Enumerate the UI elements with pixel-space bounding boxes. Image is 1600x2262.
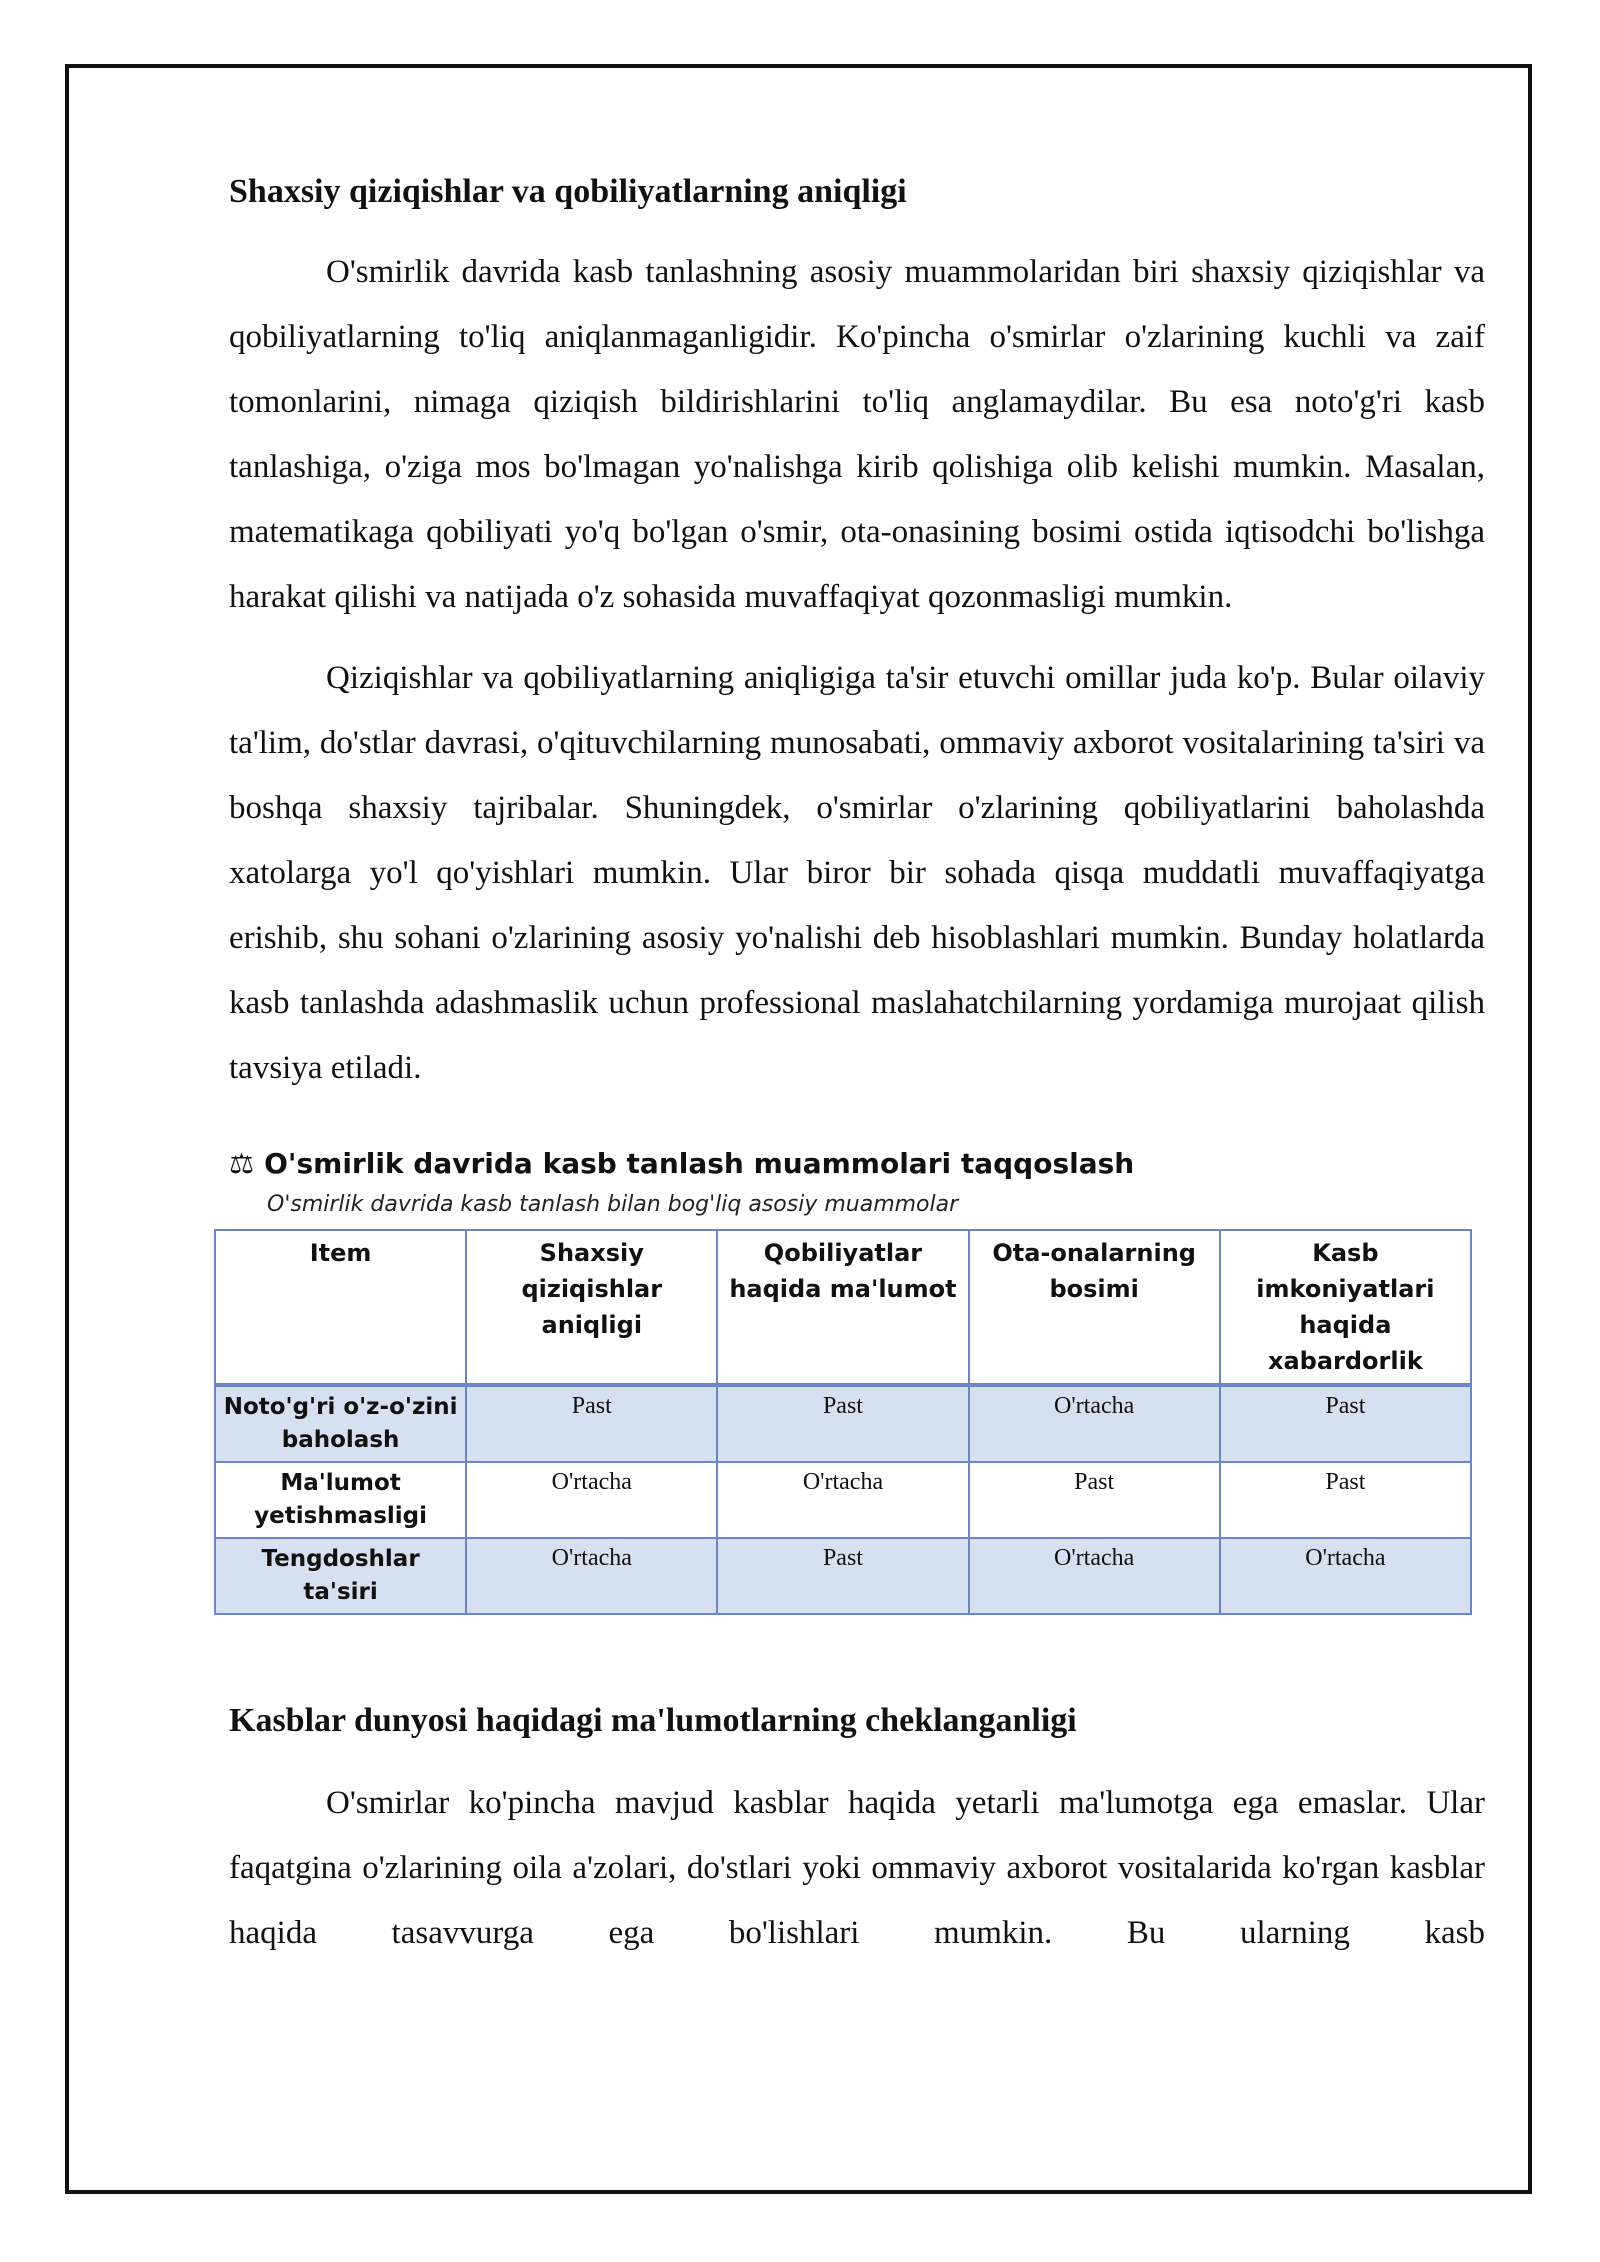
table-cell: Past — [1220, 1462, 1471, 1538]
table-title: O'smirlik davrida kasb tanlash muammolari taqqoslash — [264, 1147, 1135, 1181]
table-caption — [229, 1147, 1485, 1180]
paragraph-career-info-1: O'smirlar ko'pincha mavjud kasblar haqida yetarli ma'lumotga ega emaslar. Ular faqatgina o'zlarining oila a'zolari, do'stlari yoki ommaviy axborot vositalarida ko'rgan kasblar haqida tasavvurga ega bo'lishlari mumkin. Bu ularning kasb — [229, 1785, 1485, 1952]
header-parent-pressure: Ota-onalarning bosimi — [969, 1230, 1220, 1385]
section-heading-career-info: Kasblar dunyosi haqidagi ma'lumotlarning cheklanganligi — [229, 1702, 1077, 1740]
header-interests: Shaxsiy qiziqishlar aniqligi — [466, 1230, 717, 1385]
comparison-table — [214, 1229, 1472, 1615]
paragraph-interests-1: O'smirlik davrida kasb tanlashning asosiy muammolaridan biri shaxsiy qiziqishlar va qobiliyatlarning to'liq aniqlanmaganligidir. Ko'pincha o'smirlar o'zlarining kuchli va zaif tomonlarini, nimaga qiziqish bildirishlarini to'liq anglamaydilar. Bu esa noto'g'ri kasb tanlashiga, o'ziga mos bo'lmagan yo'nalishga kirib qolishiga olib kelishi mumkin. Masalan, matematikaga qobiliyati yo'q bo'lgan o'smir, ota-onasining bosimi ostida iqtisodchi bo'lishga harakat qilishi va natijada o'z sohasida muvaffaqiyat qozonmasligi mumkin. — [229, 254, 1485, 616]
table-cell: O'rtacha — [969, 1538, 1220, 1614]
paragraph-interests-2: Qiziqishlar va qobiliyatlarning aniqligiga ta'sir etuvchi omillar juda ko'p. Bular oilaviy ta'lim, do'stlar davrasi, o'qituvchilarning munosabati, ommaviy axborot vositalarining ta'siri va boshqa shaxsiy tajribalar. Shuningdek, o'smirlar o'zlarining qobiliyatlarini baholashda xatolarga yo'l qo'yishlari mumkin. Ular biror bir sohada qisqa muddatli muvaffaqiyatga erishib, shu sohani o'zlarining asosiy yo'nalishi deb hisoblashlari mumkin. Bunday holatlarda kasb tanlashda adashmaslik uchun professional maslahatchilarning yordamiga murojaat qilish tavsiya etiladi. — [229, 660, 1485, 1087]
table-cell: O'rtacha — [466, 1462, 717, 1538]
header-item: Item — [215, 1230, 466, 1385]
table-cell: O'rtacha — [717, 1462, 968, 1538]
header-career-awareness: Kasb imkoniyatlari haqida xabardorlik — [1220, 1230, 1471, 1385]
table-cell: O'rtacha — [969, 1385, 1220, 1462]
table-cell: Past — [717, 1538, 968, 1614]
table-cell: O'rtacha — [466, 1538, 717, 1614]
table-subtitle: O'smirlik davrida kasb tanlash bilan bog'liq asosiy muammolar — [267, 1192, 959, 1218]
table-cell: Past — [466, 1385, 717, 1462]
document-content — [223, 170, 1485, 1966]
section-body-interests — [229, 240, 1485, 1101]
scales-icon: ⚖ — [229, 1147, 255, 1181]
comparison-table-block — [223, 1147, 1485, 1615]
section-heading-interests: Shaxsiy qiziqishlar va qobiliyatlarning aniqligi — [229, 173, 907, 210]
table-cell: Past — [969, 1462, 1220, 1538]
table-cell: O'rtacha — [1220, 1538, 1471, 1614]
table-row — [215, 1538, 1471, 1614]
table-header-row — [215, 1230, 1471, 1385]
row-label: Noto'g'ri o'z-o'zini baholash — [215, 1385, 466, 1462]
row-label: Tengdoshlar ta'siri — [215, 1538, 466, 1614]
table-row — [215, 1462, 1471, 1538]
table-row — [215, 1385, 1471, 1462]
row-label: Ma'lumot yetishmasligi — [215, 1462, 466, 1538]
section-body-career-info — [229, 1771, 1485, 1966]
table-cell: Past — [717, 1385, 968, 1462]
table-cell: Past — [1220, 1385, 1471, 1462]
header-abilities: Qobiliyatlar haqida ma'lumot — [717, 1230, 968, 1385]
